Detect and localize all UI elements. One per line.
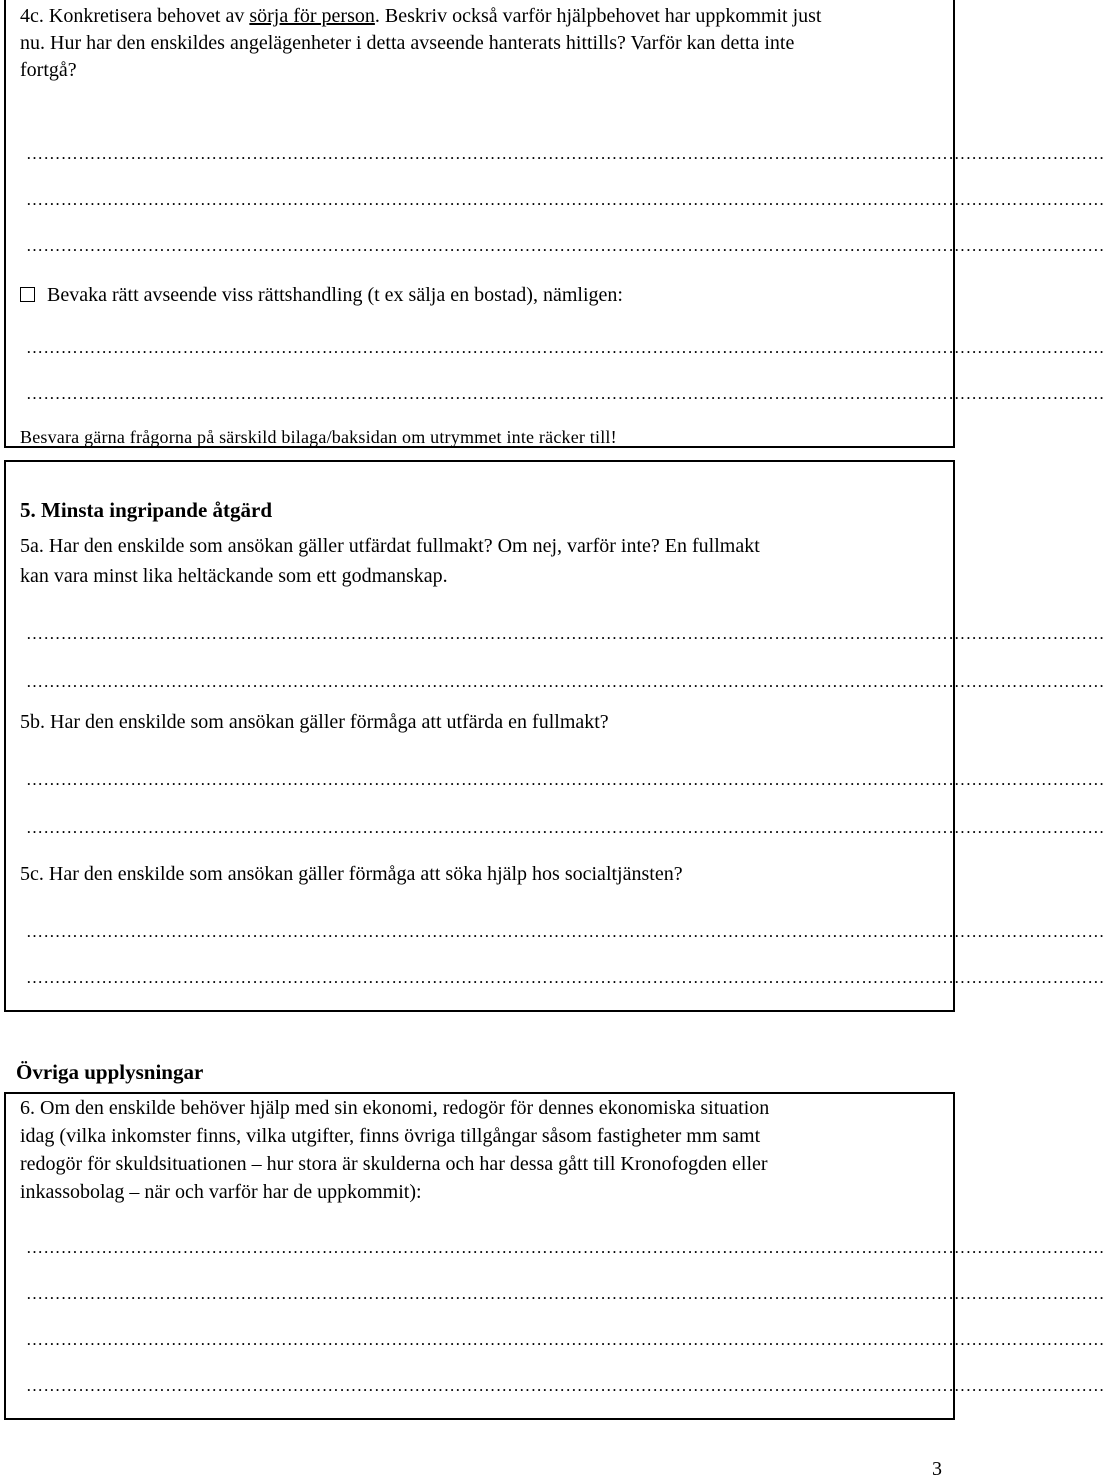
question-6-line-4: inkassobolag – när och varför har de uppkommit): (20, 1181, 422, 1203)
attachment-note: Besvara gärna frågorna på särskild bilaga/baksidan om utrymmet inte räcker till! (20, 427, 617, 447)
question-6-line-1: 6. Om den enskilde behöver hjälp med sin ekonomi, redogör för dennes ekonomiska situation (20, 1097, 770, 1119)
question-5c: 5c. Har den enskilde som ansökan gäller förmåga att söka hjälp hos socialtjänsten? (20, 863, 683, 885)
answer-line-6-3[interactable]: …………………………………………………………………………………………………………………………………………………………………… (26, 1330, 1105, 1349)
question-4c-line-3: fortgå? (20, 59, 77, 81)
question-6-line-2: idag (vilka inkomster finns, vilka utgifter, finns övriga tillgångar såsom fastigheter mm samt (20, 1125, 761, 1147)
answer-line-rattshandling-2[interactable]: …………………………………………………………………………………………………………………………………………………………………… (26, 384, 1105, 403)
section-5-box (4, 460, 1105, 1012)
answer-line-5c-2[interactable]: …………………………………………………………………………………………………………………………………………………………………… (26, 968, 1105, 987)
ovriga-upplysningar-heading: Övriga upplysningar (16, 1060, 204, 1084)
answer-line-5a-2[interactable]: …………………………………………………………………………………………………………………………………………………………………… (26, 672, 1105, 691)
question-4c-line-1: 4c. Konkretisera behovet av sörja för person. Beskriv också varför hjälpbehovet har uppkommit just (20, 5, 822, 27)
answer-line-rattshandling-1[interactable]: …………………………………………………………………………………………………………………………………………………………………… (26, 338, 1105, 357)
question-6-box (4, 1092, 1105, 1420)
rattshandling-checkbox[interactable] (20, 287, 35, 302)
question-6-line-3: redogör för skuldsituationen – hur stora är skulderna och har dessa gått till Kronofogden eller (20, 1153, 768, 1175)
checkbox-row-rattshandling (20, 281, 623, 309)
question-5a-line-1: 5a. Har den enskilde som ansökan gäller utfärdat fullmakt? Om nej, varför inte? En fullmakt (20, 535, 760, 557)
answer-line-5a-1[interactable]: …………………………………………………………………………………………………………………………………………………………………… (26, 624, 1105, 643)
question-5b: 5b. Har den enskilde som ansökan gäller förmåga att utfärda en fullmakt? (20, 711, 609, 733)
answer-line-5b-2[interactable]: …………………………………………………………………………………………………………………………………………………………………… (26, 818, 1105, 837)
answer-line-6-4[interactable]: …………………………………………………………………………………………………………………………………………………………………… (26, 1376, 1105, 1395)
question-4c-line-2: nu. Hur har den enskildes angelägenheter i detta avseende hanterats hittills? Varför kan detta inte (20, 32, 795, 54)
answer-line-4c-3[interactable]: …………………………………………………………………………………………………………………………………………………………………… (26, 236, 1105, 255)
answer-line-6-1[interactable]: …………………………………………………………………………………………………………………………………………………………………… (26, 1238, 1105, 1257)
question-5a-line-2: kan vara minst lika heltäckande som ett godmanskap. (20, 565, 448, 587)
sorja-for-person-underlined: sörja för person (249, 5, 375, 27)
answer-line-6-2[interactable]: …………………………………………………………………………………………………………………………………………………………………… (26, 1284, 1105, 1303)
page-number: 3 (932, 1458, 942, 1480)
answer-line-5b-1[interactable]: …………………………………………………………………………………………………………………………………………………………………… (26, 770, 1105, 789)
answer-line-4c-1[interactable]: …………………………………………………………………………………………………………………………………………………………………… (26, 144, 1105, 163)
rattshandling-label: Bevaka rätt avseende viss rättshandling (t ex sälja en bostad), nämligen: (47, 284, 623, 306)
section-5-heading: 5. Minsta ingripande åtgärd (20, 498, 273, 522)
answer-line-5c-1[interactable]: …………………………………………………………………………………………………………………………………………………………………… (26, 922, 1105, 941)
question-4c-box (4, 0, 1105, 448)
answer-line-4c-2[interactable]: …………………………………………………………………………………………………………………………………………………………………… (26, 190, 1105, 209)
